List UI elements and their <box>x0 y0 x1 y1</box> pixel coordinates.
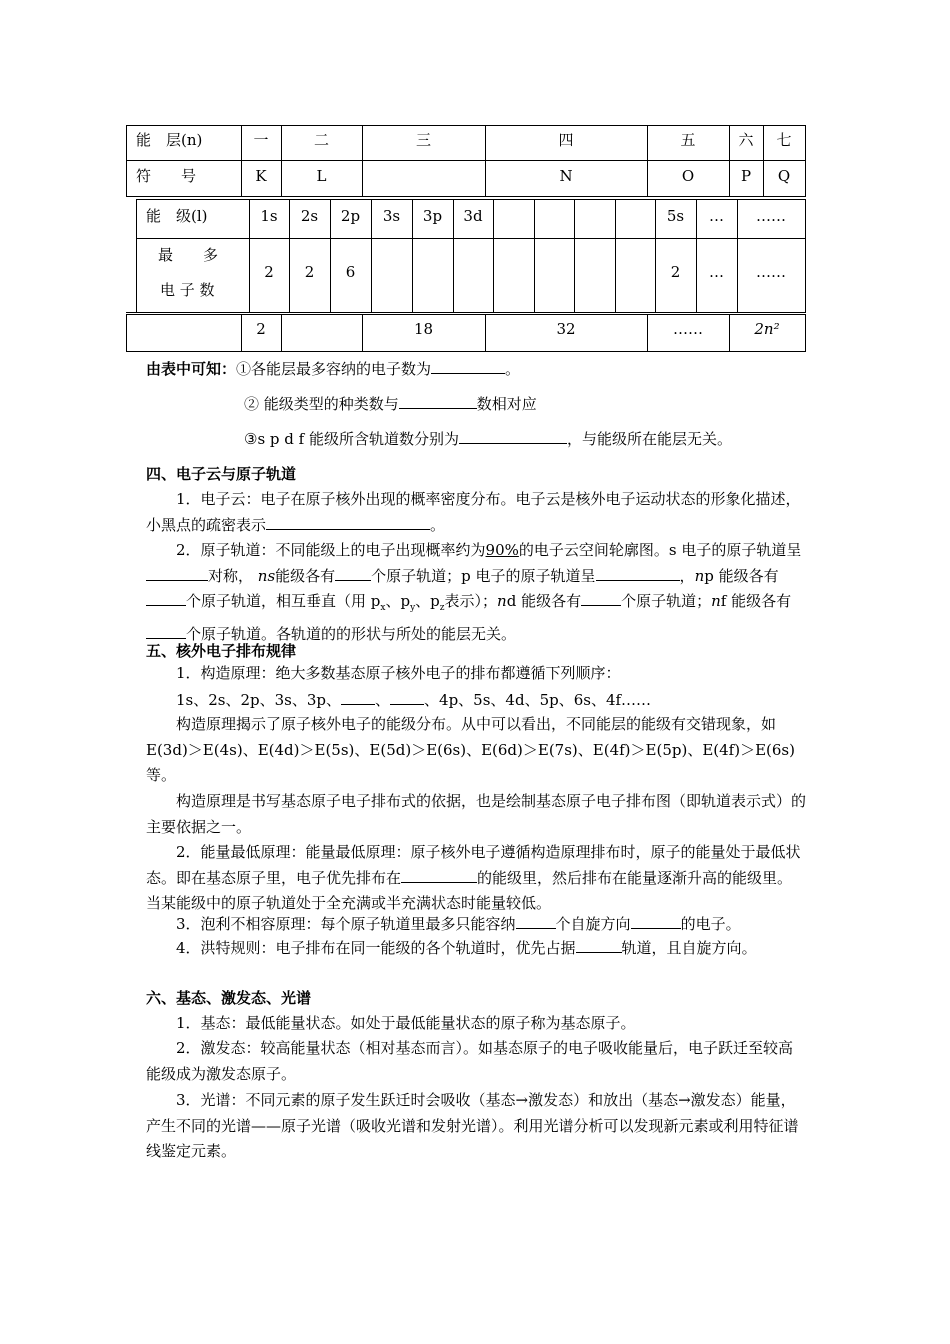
fill-blank <box>401 867 477 883</box>
table-cell: 2 <box>304 263 315 281</box>
section-6-para-1: 1．基态：最低能量状态。如处于最低能量状态的原子称为基态原子。 <box>176 1014 636 1032</box>
table-cell: 七 <box>776 131 792 149</box>
summary-line-2: ② 能级类型的种类数与 数相对应 <box>244 395 537 413</box>
table-cell: 3s <box>382 207 401 225</box>
summary-line-1: 由表中可知：①各能层最多容纳的电子数为 。 <box>146 360 521 378</box>
table-cell: 2n² <box>754 320 780 338</box>
table-rule <box>126 314 127 351</box>
table-cell: P <box>740 167 752 185</box>
table-cell: 5s <box>666 207 685 225</box>
table-cell: K <box>255 167 267 185</box>
table-cell: 2s <box>300 207 319 225</box>
table-cell: 2p <box>340 207 361 225</box>
table-rule <box>136 199 137 312</box>
section-4-para-1: 1．电子云：电子在原子核外出现的概率密度分布。电子云是核外电子运动状态的形象化描述，小黑点的疏密表示 。 <box>146 490 801 534</box>
fill-blank <box>631 913 681 929</box>
table-cell: 六 <box>738 131 754 149</box>
table-cell: 6 <box>345 263 356 281</box>
fill-blank <box>431 358 505 374</box>
table-rule <box>126 351 806 352</box>
fill-blank <box>146 590 186 606</box>
table-cell: 32 <box>556 320 576 338</box>
fill-blank <box>335 565 371 581</box>
table-cell: 最 多 <box>158 246 219 264</box>
section-6-para-2: 2．激发态：较高能量状态（相对基态而言）。如基态原子的电子吸收能量后，电子跃迁至较高能级成为激发态原子。 <box>146 1039 794 1083</box>
table-rule <box>126 125 127 196</box>
table-cell: 四 <box>558 131 574 149</box>
table-cell: 三 <box>415 131 431 149</box>
fill-blank <box>581 590 621 606</box>
summary-line-3: ③s p d f 能级所含轨道数分别为 ，与能级所在能层无关。 <box>244 430 732 448</box>
fill-blank <box>146 623 186 639</box>
table-cell: 3p <box>422 207 443 225</box>
section-5-para-7: 4．洪特规则：电子排布在同一能级的各个轨道时，优先占据 轨道，且自旋方向。 <box>176 939 757 957</box>
section-5-order: 1s、2s、2p、3s、3p、 、 、4p、5s、4d、5p、6s、4f…… <box>176 691 652 709</box>
section-5-para-5: 2．能量最低原理：能量最低原理：原子核外电子遵循构造原理排布时，原子的能量处于最低状态。即在基态原子里，电子优先排布在 的能级里，然后排布在能量逐渐升高的能级里。当某能级中的原子轨道处于全充满或半充满状态时能量较低。 <box>146 843 801 912</box>
fill-blank <box>390 689 424 705</box>
table-cell: L <box>316 167 327 185</box>
table-cell: 2 <box>670 263 681 281</box>
table-rule <box>805 125 806 196</box>
table-cell: 2 <box>256 320 266 338</box>
table-cell: 电 子 数 <box>160 281 215 299</box>
table-cell: 二 <box>313 131 329 149</box>
table-cell: 符 号 <box>136 167 197 185</box>
table-rule <box>126 312 806 313</box>
table-rule <box>805 314 806 351</box>
table-cell: …… <box>756 207 786 225</box>
section-6-para-3: 3．光谱：不同元素的原子发生跃迁时会吸收（基态→激发态）和放出（基态→激发态）能量，产生不同的光谱——原子光谱（吸收光谱和发射光谱）。利用光谱分析可以发现新元素或利用特征谱线鉴定元素。 <box>146 1091 799 1160</box>
table-rule <box>281 314 282 351</box>
section-4-para-2: 2．原子轨道：不同能级上的电子出现概率约为90%的电子云空间轮廓图。s 电子的原子轨道呈对称， ns能级各有 个原子轨道；p 电子的原子轨道呈 ，np 能级各有个原子轨道，相互垂直（用 $p_x$、$p_y$、$p_z$表示）；nd 能级各有 个原子轨道；nf 能级各有个原子轨道。各轨道的的形状与所处的能层无关。 <box>146 538 806 647</box>
table-rule <box>126 125 806 126</box>
section-5-para-6: 3．泡利不相容原理：每个原子轨道里最多只能容纳 个自旋方向 的电子。 <box>176 915 741 933</box>
section-5-title: 五、核外电子排布规律 <box>146 642 297 660</box>
section-5-para-1: 1．构造原理：绝大多数基态原子核外电子的排布都遵循下列顺序： <box>176 664 621 682</box>
table-cell: … <box>709 263 724 281</box>
table-rule <box>493 199 494 312</box>
table-cell: Q <box>777 167 791 185</box>
fill-blank <box>596 565 680 581</box>
section-5-para-4: 构造原理是书写基态原子电子排布式的依据，也是绘制基态原子电子排布图（即轨道表示式）的主要依据之一。 <box>146 792 807 836</box>
table-cell: 1s <box>260 207 278 225</box>
table-cell: …… <box>756 263 786 281</box>
section-5-para-3: 构造原理揭示了原子核外电子的能级分布。从中可以看出，不同能层的能级有交错现象，如 E(3d)＞E(4s)、E(4d)＞E(5s)、E(5d)＞E(6s)、E(6d)＞E(7s)、E(4f)＞E(5p)、E(4f)＞E(6s)等。 <box>146 715 795 784</box>
fill-blank <box>266 514 430 530</box>
table-rule <box>126 160 806 161</box>
summary-lead: 由表中可知： <box>146 360 237 378</box>
table-rule <box>136 238 806 239</box>
table-cell: N <box>559 167 573 185</box>
table-rule <box>126 314 806 315</box>
table-cell: 五 <box>680 131 696 149</box>
fill-blank <box>399 393 477 409</box>
table-rule <box>615 199 616 312</box>
table-cell: …… <box>673 320 703 338</box>
table-cell: 一 <box>253 131 269 149</box>
table-cell: … <box>709 207 724 225</box>
table-cell: 18 <box>413 320 434 338</box>
table-rule <box>136 199 806 200</box>
table-rule <box>534 199 535 312</box>
fill-blank <box>459 428 567 444</box>
table-cell: 能 级(l) <box>146 207 208 225</box>
table-cell: 2 <box>264 263 274 281</box>
table-rule <box>805 199 806 312</box>
table-rule <box>126 196 806 197</box>
section-4-title: 四、电子云与原子轨道 <box>146 465 297 483</box>
section-6-title: 六、基态、激发态、光谱 <box>146 989 312 1007</box>
table-rule <box>574 199 575 312</box>
fill-blank <box>341 689 375 705</box>
table-cell: O <box>681 167 695 185</box>
table-cell: 3d <box>463 207 483 225</box>
table-cell: 能 层(n) <box>136 131 203 149</box>
fill-blank <box>576 937 622 953</box>
fill-blank <box>516 913 556 929</box>
fill-blank <box>146 565 208 581</box>
